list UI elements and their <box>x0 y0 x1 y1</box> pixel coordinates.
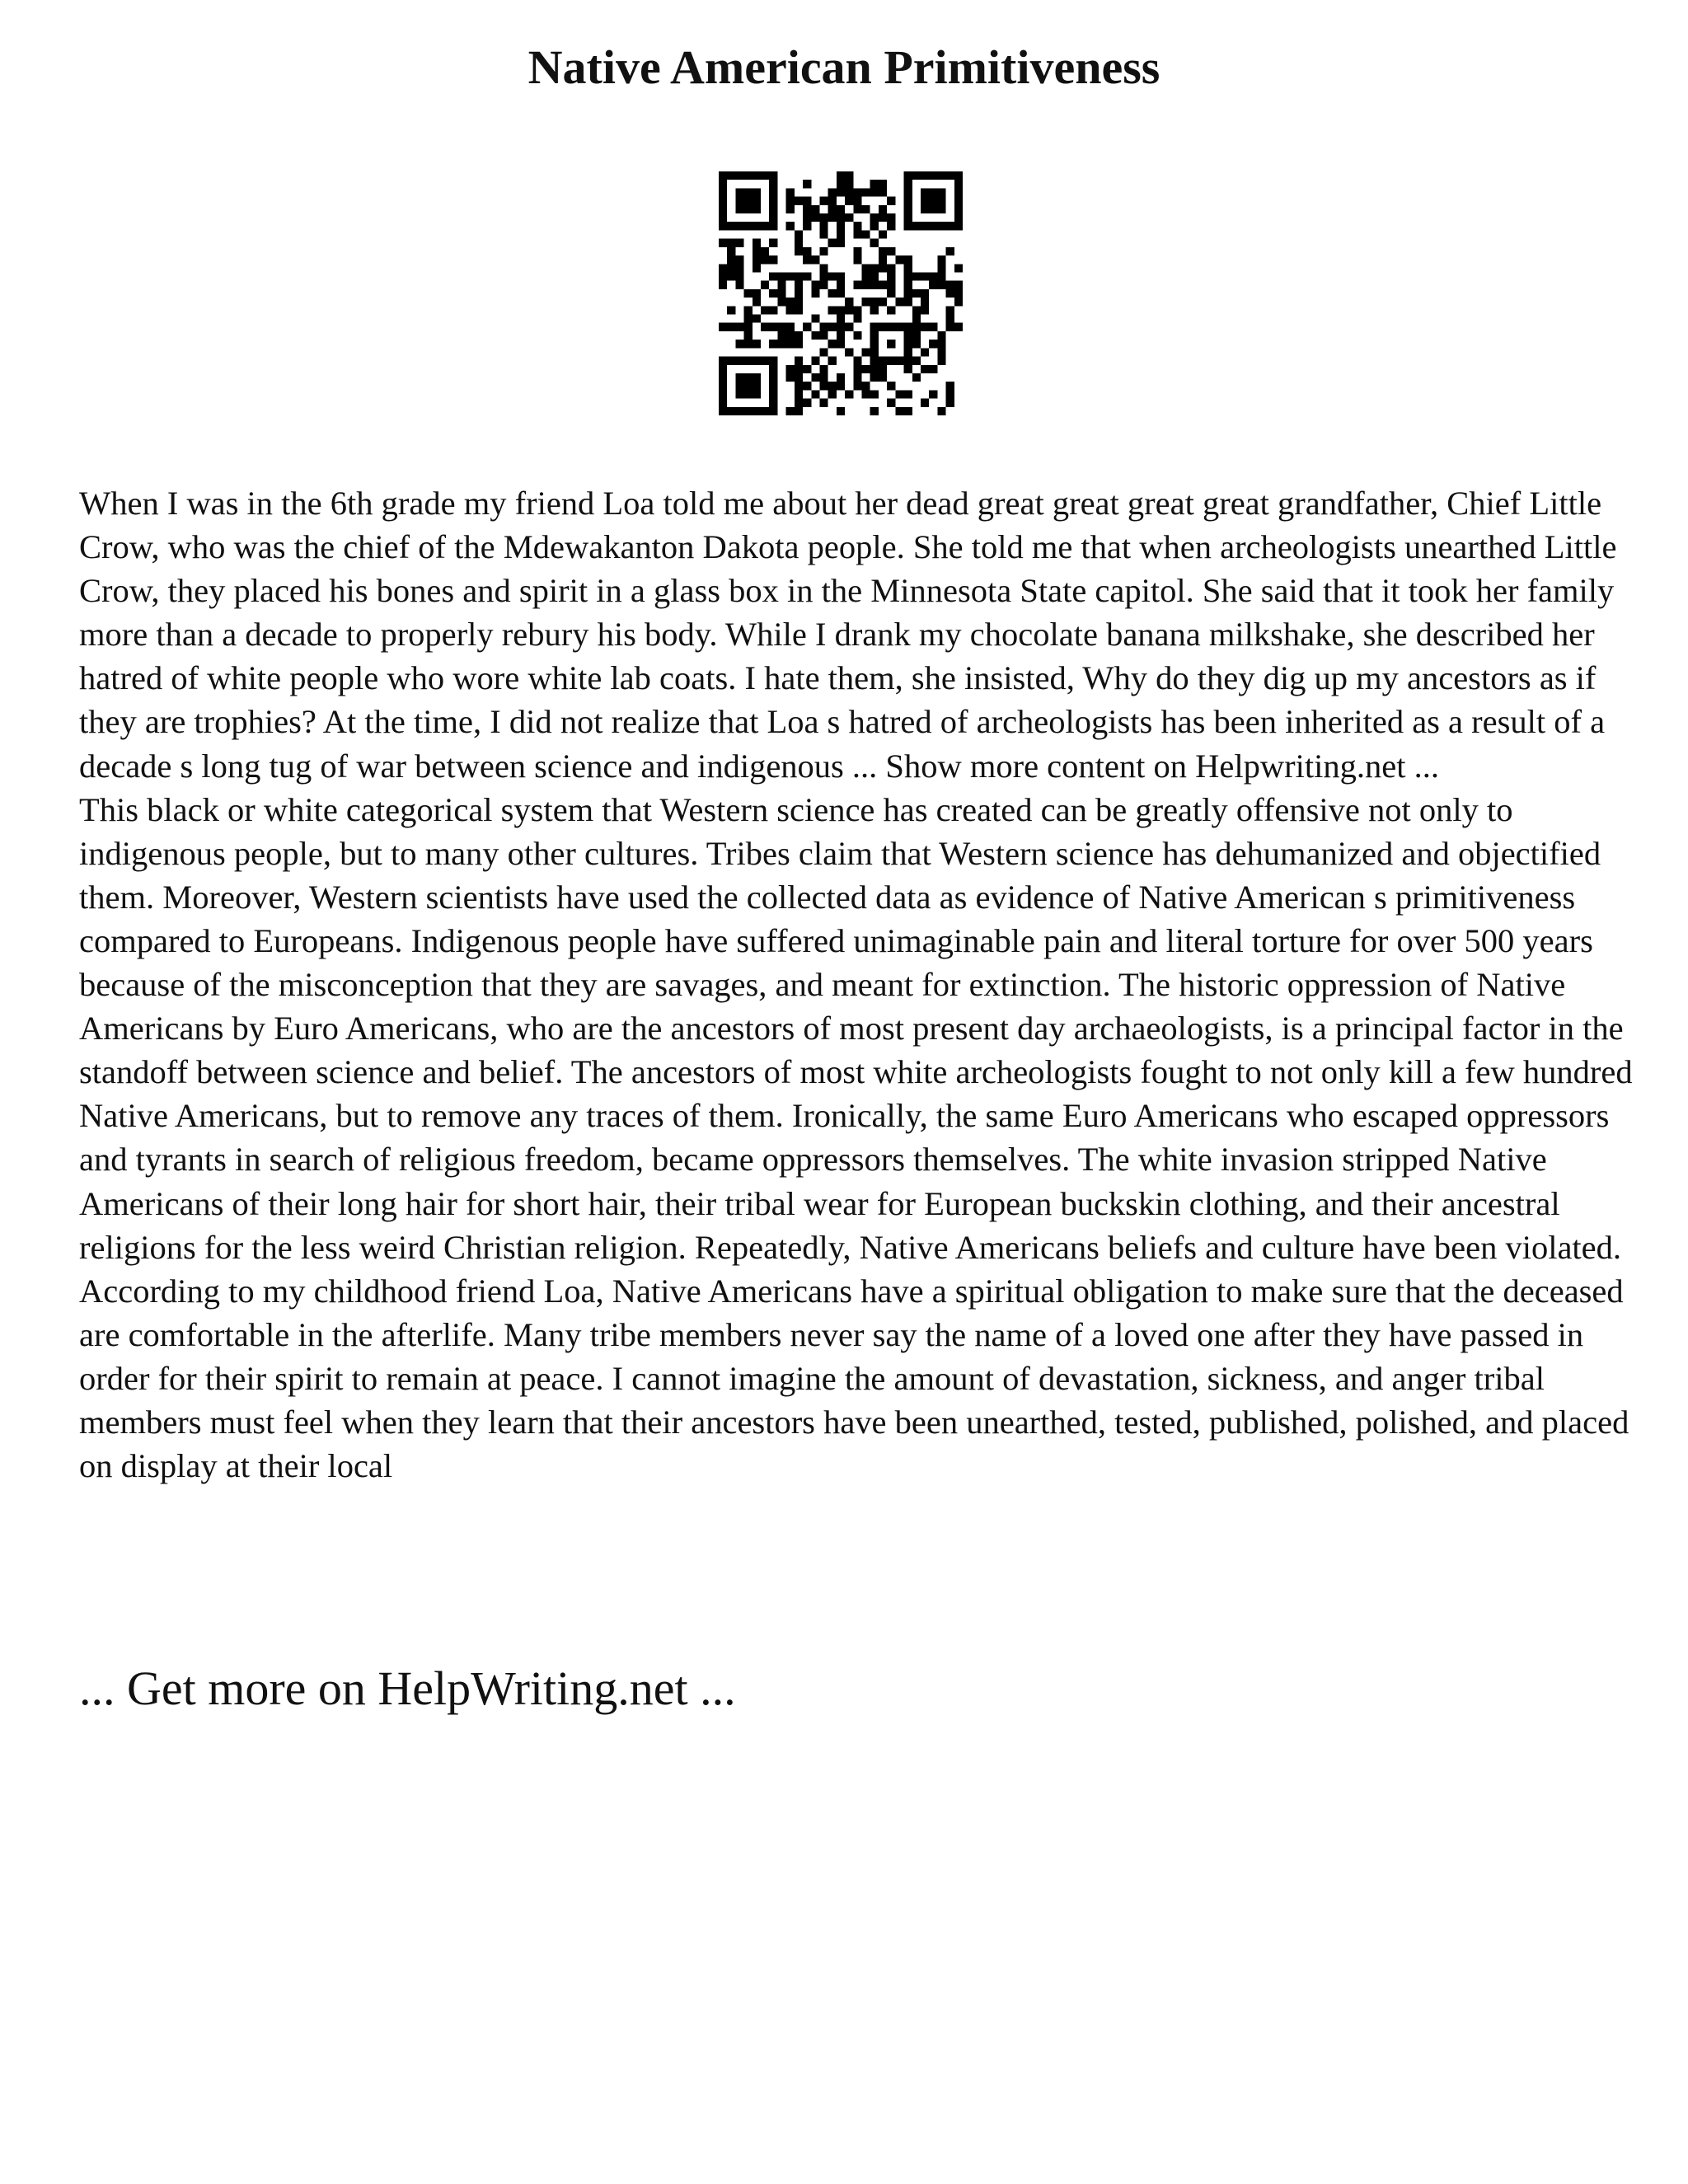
article-body <box>79 481 1637 1488</box>
paragraph-2: This black or white categorical system that Western science has created can be greatly offensive not only to indigenous people, but to many other cultures. Tribes claim that Western science has dehumanized and objectified them. Moreover, Western scientists have used the collected data as evidence of Native American s primitiveness compared to Europeans. Indigenous people have suffered unimaginable pain and literal torture for over 500 years because of the misconception that they are savages, and meant for extinction. The historic oppression of Native Americans by Euro Americans, who are the ancestors of most present day archaeologists, is a principal factor in the standoff between science and belief. The ancestors of most white archeologists fought to not only kill a few hundred Native Americans, but to remove any traces of them. Ironically, the same Euro Americans who escaped oppressors and tyrants in search of religious freedom, became oppressors themselves. The white invasion stripped Native Americans of their long hair for short hair, their tribal wear for European buckskin clothing, and their ancestral religions for the less weird Christian religion. Repeatedly, Native Americans beliefs and culture have been violated. According to my childhood friend Loa, Native Americans have a spiritual obligation to make sure that the deceased are comfortable in the afterlife. Many tribe members never say the name of a loved one after they have passed in order for their spirit to remain at peace. I cannot imagine the amount of devastation, sickness, and anger tribal members must feel when they learn that their ancestors have been unearthed, tested, published, polished, and placed on display at their local <box>79 790 1633 1485</box>
get-more-link[interactable]: ... Get more on HelpWriting.net ... <box>79 1661 736 1715</box>
qr-code-icon[interactable] <box>719 171 963 415</box>
paragraph-1: When I was in the 6th grade my friend Loa told me about her dead great great great great grandfather, Chief Little Crow, who was the chief of the Mdewakanton Dakota people. She told me that when archeologists unearthed Little Crow, they placed his bones and spirit in a glass box in the Minnesota State capitol. She said that it took her family more than a decade to properly rebury his body. While I drank my chocolate banana milkshake, she described her hatred of white people who wore white lab coats. I hate them, she insisted, Why do they dig up my ancestors as if they are trophies? At the time, I did not realize that Loa s hatred of archeologists has been inherited as a result of a decade s long tug of war between science and indigenous ... Show more content on Helpwriting.net ... <box>79 485 1617 785</box>
qr-code-graphic <box>719 171 963 415</box>
document-title: Native American Primitiveness <box>528 40 1160 94</box>
